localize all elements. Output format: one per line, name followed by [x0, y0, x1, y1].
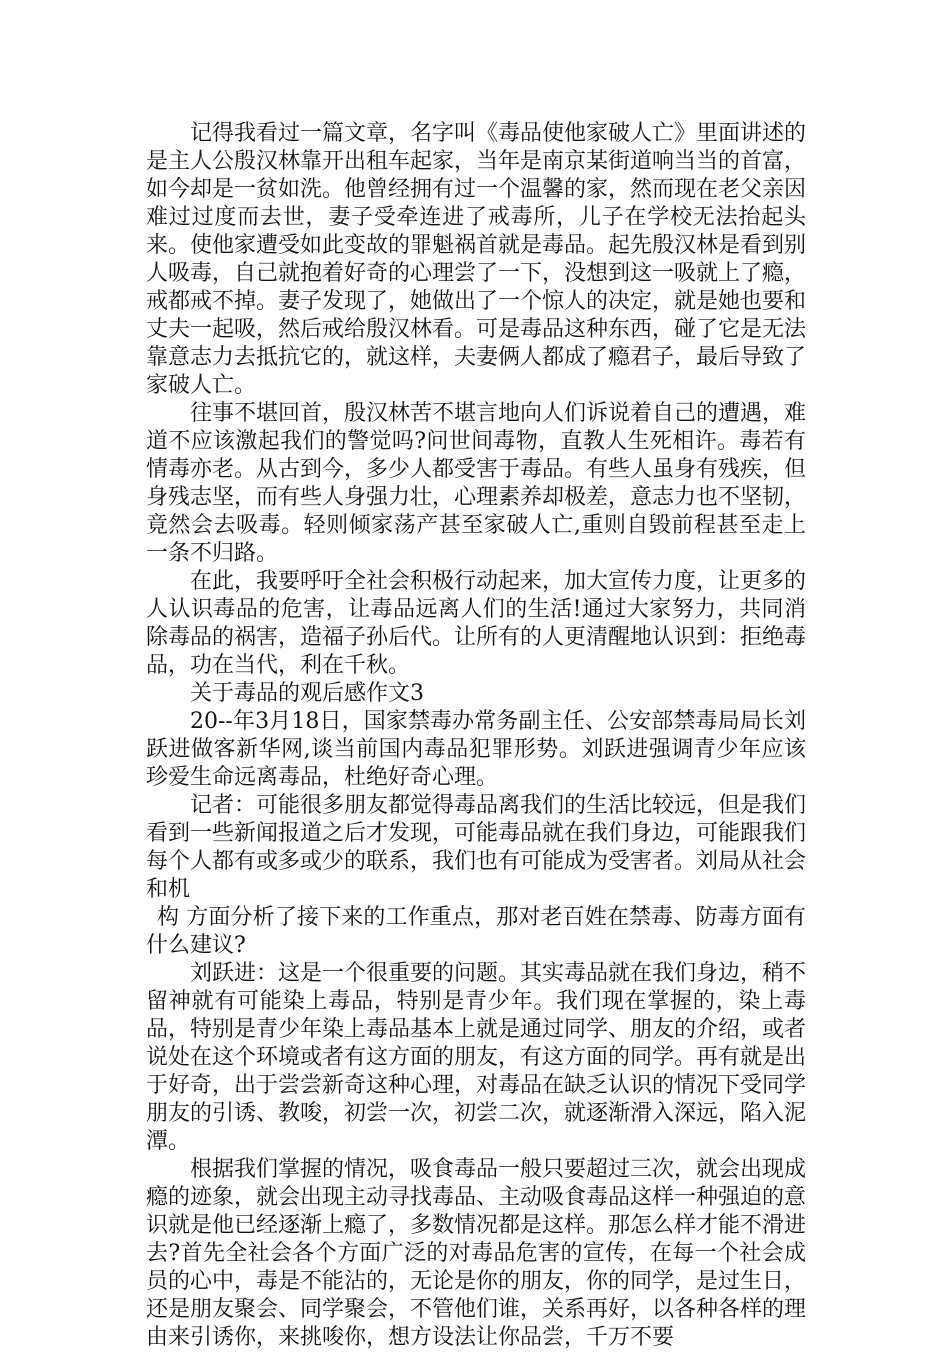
paragraph-news-intro: 20--年3月18日，国家禁毒办常务副主任、公安部禁毒局局长刘跃进做客新华网,谈当前国内毒品犯罪形势。刘跃进强调青少年应该珍爱生命远离毒品，杜绝好奇心理。 [146, 709, 806, 790]
paragraph-reporter-question: 记者：可能很多朋友都觉得毒品离我们的生活比较远，但是我们看到一些新闻报道之后才发现，可能毒品就在我们身边，可能跟我们每个人都有或多或少的联系，我们也有可能成为受害者。刘局从社会和机 [146, 793, 807, 902]
document-page [146, 120, 806, 1352]
paragraph-answer-2: 根据我们掌握的情况，吸食毒品一般只要超过三次，就会出现成瘾的迹象，就会出现主动寻找毒品、主动吸食毒品这样一种强迫的意识就是他已经逐渐上瘾了，多数情况都是这样。那怎么样才能不滑进去?首先全社会各个方面广泛的对毒品危害的宣传，在每一个社会成员的心中，毒是不能沾的，无论是你的朋友，你的同学，是过生日，还是朋友聚会、同学聚会，不管他们谁，关系再好，以各种各样的理由来引诱你，来挑唆你，想方设法让你品尝，千万不要 [146, 1157, 807, 1350]
section-heading: 关于毒品的观后感作文3 [190, 681, 424, 706]
paragraph-story: 记得我看过一篇文章，名字叫《毒品使他家破人亡》里面讲述的是主人公殷汉林靠开出租车起家，当年是南京某街道响当当的首富，如今却是一贫如洗。他曾经拥有过一个温馨的家，然而现在老父亲因难过过度而去世，妻子受牵连进了戒毒所，儿子在学校无法抬起头来。使他家遭受如此变故的罪魁祸首就是毒品。起先殷汉林是看到别人吸毒，自己就抱着好奇的心理尝了一下，没想到这一吸就上了瘾，戒都戒不掉。妻子发现了，她做出了一个惊人的决定，就是她也要和丈夫一起吸，然后戒给殷汉林看。可是毒品这种东西，碰了它是无法靠意志力去抵抗它的，就这样，夫妻俩人都成了瘾君子，最后导致了家破人亡。 [146, 121, 807, 398]
paragraph-reflection: 往事不堪回首，殷汉林苦不堪言地向人们诉说着自己的遭遇，难道不应该激起我们的警觉吗?问世间毒物，直教人生死相许。毒若有情毒亦老。从古到今，多少人都受害于毒品。有些人虽身有残疾，但身残志坚，而有些人身强力壮，心理素养却极差，意志力也不坚韧，竟然会去吸毒。轻则倾家荡产甚至家破人亡,重则自毁前程甚至走上一条不归路。 [146, 401, 807, 566]
paragraph-appeal: 在此，我要呼吁全社会积极行动起来，加大宣传力度，让更多的人认识毒品的危害，让毒品远离人们的生活!通过大家努力，共同消除毒品的祸害，造福子孙后代。让所有的人更清醒地认识到：拒绝毒品，功在当代，利在千秋。 [146, 569, 807, 678]
paragraph-answer-1: 刘跃进：这是一个很重要的问题。其实毒品就在我们身边，稍不留神就有可能染上毒品，特别是青少年。我们现在掌握的，染上毒品，特别是青少年染上毒品基本上就是通过同学、朋友的介绍，或者说处在这个环境或者有这方面的朋友，有这方面的同学。再有就是出于好奇，出于尝尝新奇这种心理，对毒品在缺乏认识的情况下受同学朋友的引诱、教唆，初尝一次，初尝二次，就逐渐滑入深远，陷入泥潭。 [146, 961, 807, 1154]
paragraph-reporter-question-cont: 构 方面分析了接下来的工作重点，那对老百姓在禁毒、防毒方面有什么建议? [146, 905, 806, 958]
